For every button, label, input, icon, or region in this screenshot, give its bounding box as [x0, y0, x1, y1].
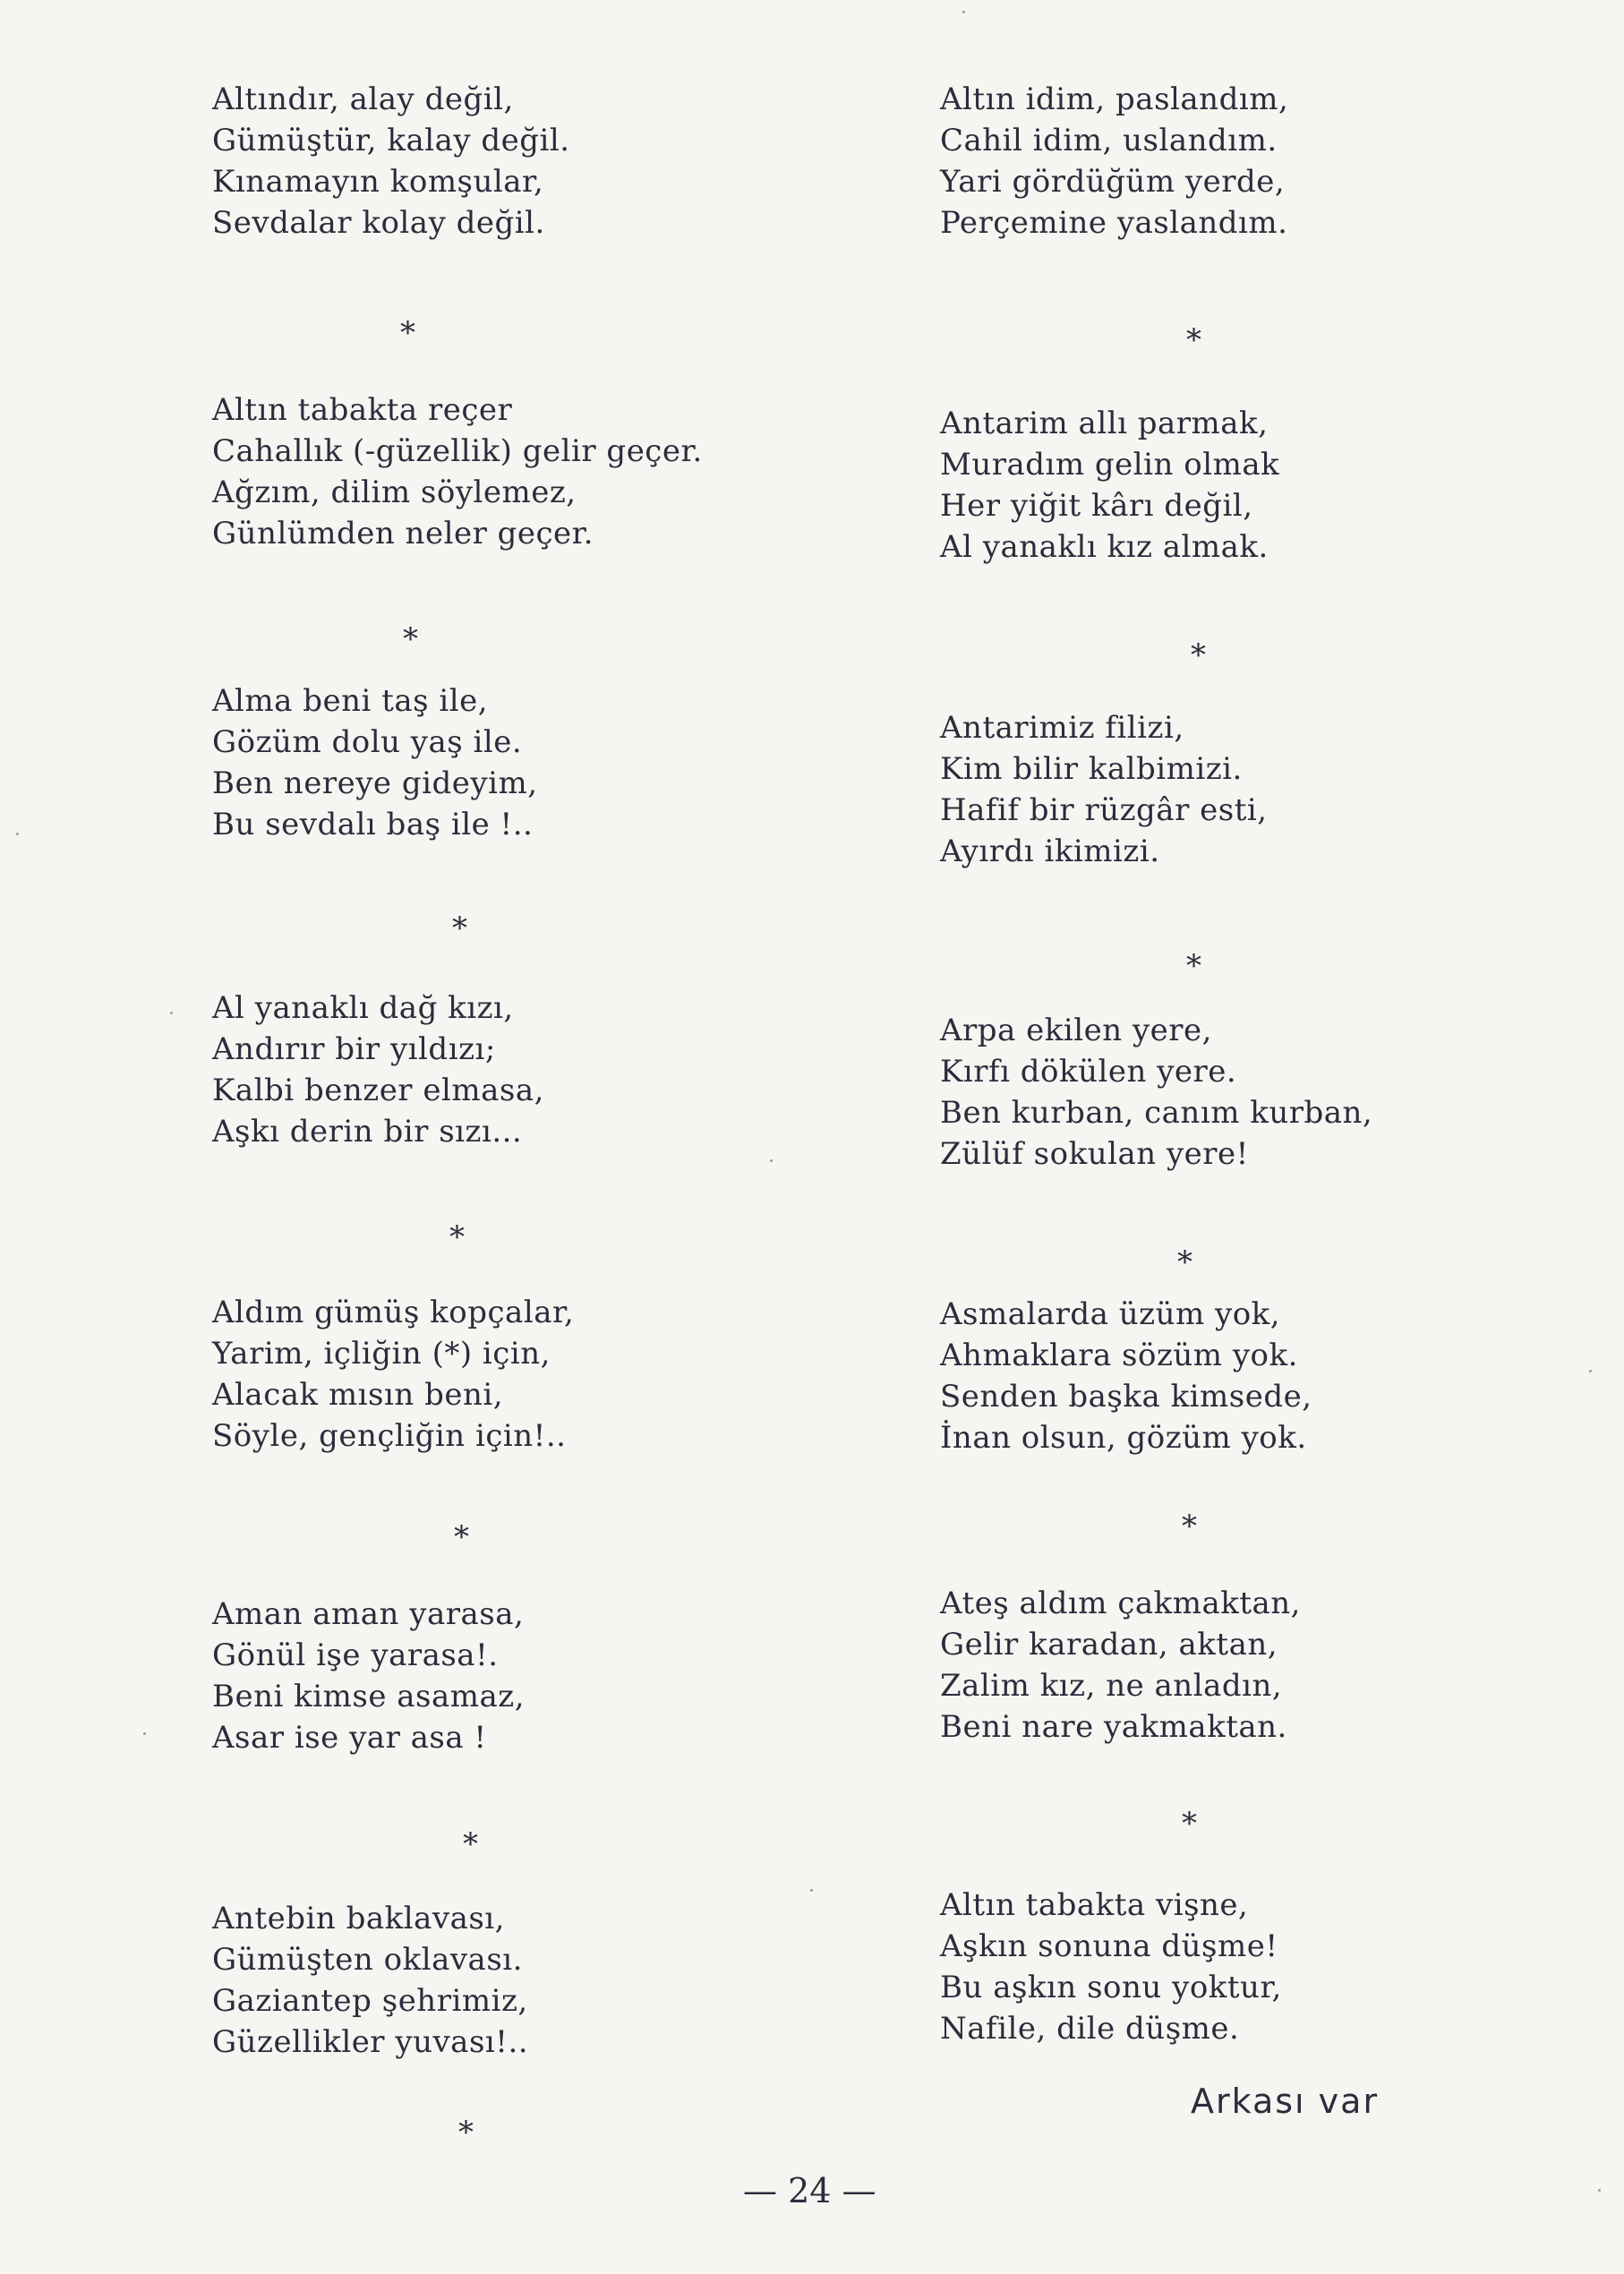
poem-stanza	[940, 1583, 1620, 1748]
stanza-separator: *	[1191, 637, 1206, 673]
verse-line: Gelir karadan, aktan,	[940, 1627, 1278, 1663]
verse-line: Yari gördüğüm yerde,	[940, 164, 1286, 200]
verse-line: Perçemine yaslandım.	[940, 205, 1288, 241]
verse-line: Zalim kız, ne anladın,	[940, 1668, 1283, 1704]
poem-stanza	[940, 403, 1620, 568]
poem-stanza	[940, 1010, 1620, 1175]
stanza-separator: *	[458, 2115, 474, 2150]
verse-line: İnan olsun, gözüm yok.	[940, 1420, 1307, 1456]
print-speck	[810, 1889, 813, 1892]
verse-line: Gümüştür, kalay değil.	[212, 123, 570, 158]
verse-line: Aman aman yarasa,	[212, 1596, 525, 1632]
print-speck	[962, 11, 965, 13]
verse-line: Kalbi benzer elmasa,	[212, 1073, 544, 1108]
verse-line: Altın idim, paslandım,	[940, 81, 1289, 117]
verse-line: Antebin baklavası,	[212, 1901, 505, 1936]
verse-line: Altındır, alay değil,	[212, 81, 514, 117]
print-speck	[1589, 1370, 1592, 1372]
stanza-separator: *	[454, 1519, 469, 1555]
poem-stanza	[212, 680, 893, 845]
verse-line: Al yanaklı dağ kızı,	[212, 990, 514, 1026]
verse-line: Ateş aldım çakmaktan,	[940, 1586, 1301, 1621]
print-speck	[143, 1732, 146, 1735]
verse-line: Aldım gümüş kopçalar,	[212, 1295, 575, 1330]
verse-line: Gaziantep şehrimiz,	[212, 1983, 528, 2019]
verse-line: Al yanaklı kız almak.	[940, 529, 1269, 565]
poem-stanza	[940, 79, 1620, 244]
poem-stanza	[212, 1898, 893, 2063]
verse-line: Muradım gelin olmak	[940, 447, 1280, 483]
stanza-separator: *	[452, 910, 467, 946]
print-speck	[1598, 2189, 1601, 2192]
continued-label: Arkası var	[1191, 2082, 1380, 2121]
verse-line: Senden başka kimsede,	[940, 1379, 1312, 1415]
stanza-separator: *	[400, 315, 415, 351]
verse-line: Hafif bir rüzgâr esti,	[940, 792, 1268, 828]
poem-stanza	[940, 1294, 1620, 1458]
verse-line: Kınamayın komşular,	[212, 164, 544, 200]
poem-stanza	[212, 1292, 893, 1457]
verse-line: Ben nereye gideyim,	[212, 765, 538, 801]
stanza-separator: *	[403, 621, 418, 657]
verse-line: Ayırdı ikimizi.	[940, 834, 1160, 869]
verse-line: Gönül işe yarasa!.	[212, 1637, 499, 1673]
poem-stanza	[212, 79, 893, 244]
verse-line: Beni nare yakmaktan.	[940, 1709, 1287, 1745]
verse-line: Ağzım, dilim söylemez,	[212, 474, 577, 510]
verse-line: Antarimiz filizi,	[940, 710, 1184, 746]
verse-line: Arpa ekilen yere,	[940, 1013, 1212, 1048]
verse-line: Cahil idim, uslandım.	[940, 123, 1278, 158]
verse-line: Antarim allı parmak,	[940, 406, 1269, 441]
stanza-separator: *	[1182, 1806, 1197, 1842]
verse-line: Günlümden neler geçer.	[212, 516, 594, 551]
verse-line: Gümüşten oklavası.	[212, 1942, 523, 1978]
verse-line: Alacak mısın beni,	[212, 1377, 504, 1413]
print-speck	[770, 1159, 773, 1162]
verse-line: Aşkı derin bir sızı...	[212, 1114, 523, 1150]
verse-line: Altın tabakta vişne,	[940, 1887, 1249, 1923]
print-speck	[16, 833, 19, 835]
verse-line: Kırfı dökülen yere.	[940, 1054, 1237, 1090]
verse-line: Her yiğit kârı değil,	[940, 488, 1253, 524]
verse-line: Altın tabakta reçer	[212, 392, 513, 428]
stanza-separator: *	[1186, 322, 1201, 358]
verse-line: Aşkın sonuna düşme!	[940, 1928, 1278, 1964]
verse-line: Bu aşkın sonu yoktur,	[940, 1970, 1282, 2005]
verse-line: Asar ise yar asa !	[212, 1720, 487, 1756]
stanza-separator: *	[1186, 948, 1201, 984]
verse-line: Bu sevdalı baş ile !..	[212, 807, 534, 842]
poem-stanza	[212, 1594, 893, 1758]
poem-stanza	[212, 987, 893, 1152]
poem-stanza	[940, 1885, 1620, 2049]
stanza-separator: *	[449, 1219, 465, 1255]
poem-stanza	[940, 707, 1620, 872]
print-speck	[170, 1012, 173, 1014]
verse-line: Zülüf sokulan yere!	[940, 1136, 1249, 1172]
stanza-separator: *	[1182, 1509, 1197, 1544]
verse-line: Alma beni taş ile,	[212, 683, 489, 719]
page-number: — 24 —	[743, 2171, 876, 2210]
verse-line: Andırır bir yıldızı;	[212, 1031, 496, 1067]
stanza-separator: *	[463, 1826, 478, 1862]
verse-line: Cahallık (-güzellik) gelir geçer.	[212, 433, 703, 469]
stanza-separator: *	[1177, 1244, 1192, 1280]
verse-line: Sevdalar kolay değil.	[212, 205, 545, 241]
verse-line: Beni kimse asamaz,	[212, 1679, 525, 1714]
verse-line: Asmalarda üzüm yok,	[940, 1296, 1281, 1332]
verse-line: Kim bilir kalbimizi.	[940, 751, 1243, 787]
poem-stanza	[212, 389, 893, 554]
verse-line: Ahmaklara sözüm yok.	[940, 1338, 1298, 1373]
verse-line: Nafile, dile düşme.	[940, 2011, 1240, 2047]
verse-line: Ben kurban, canım kurban,	[940, 1095, 1373, 1131]
verse-line: Söyle, gençliğin için!..	[212, 1418, 567, 1454]
verse-line: Gözüm dolu yaş ile.	[212, 724, 523, 760]
verse-line: Yarim, içliğin (*) için,	[212, 1336, 551, 1372]
verse-line: Güzellikler yuvası!..	[212, 2024, 529, 2060]
